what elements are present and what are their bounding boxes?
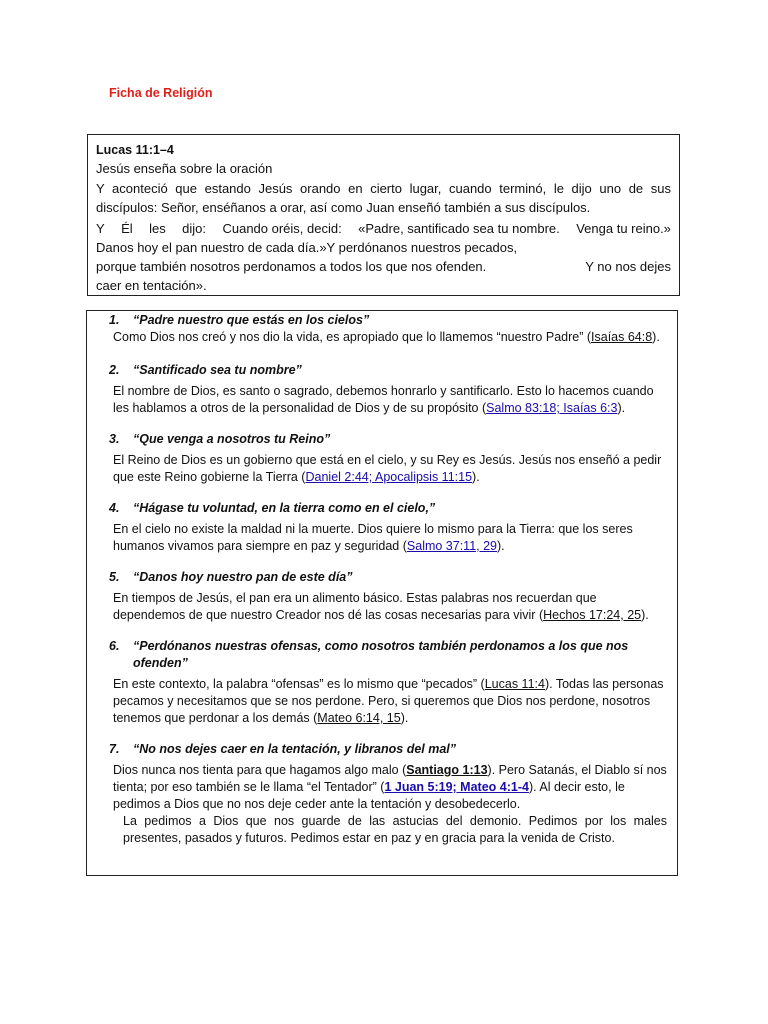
- prayer-item: [109, 638, 667, 727]
- passage-paragraph-2: [96, 219, 671, 295]
- scripture-link[interactable]: Daniel 2:44; Apocalipsis 11:15: [305, 470, 473, 484]
- scripture-link[interactable]: Salmo 83:18; Isaías 6:3: [486, 401, 618, 415]
- item-body: El Reino de Dios es un gobierno que está en el cielo, y su Rey es Jesús. Jesús nos enseñó a pedir que este Reino gobierne la Tierra (Daniel 2:44; Apocalipsis 11:15).: [113, 453, 662, 484]
- prayer-item: [109, 362, 667, 417]
- passage-line: Danos hoy el pan nuestro de cada día.»Y perdónanos nuestros pecados,: [96, 240, 518, 255]
- passage-line: Y Él les dijo: Cuando oréis, decid: «Padre, santificado sea tu nombre. Venga tu reino.»: [96, 221, 671, 236]
- item-heading: 4. “Hágase tu voluntad, en la tierra como en el cielo,”: [109, 501, 436, 515]
- scripture-reference[interactable]: Lucas 11:4: [484, 677, 545, 691]
- prayer-item: [109, 741, 667, 847]
- item-heading: 6. “Perdónanos nuestras ofensas, como nosotros también perdonamos a los que nos ofenden”: [109, 639, 629, 670]
- item-body: En el cielo no existe la maldad ni la muerte. Dios quiere lo mismo para la Tierra: que los seres humanos vivamos para siempre en paz y seguridad (Salmo 37:11, 29).: [113, 522, 633, 553]
- scripture-reference[interactable]: Mateo 6:14, 15: [317, 711, 401, 725]
- scripture-link[interactable]: Salmo 37:11, 29: [406, 539, 498, 553]
- scripture-reference[interactable]: Santiago 1:13: [406, 763, 488, 777]
- prayer-item: [109, 312, 667, 346]
- prayer-explanation-box: [86, 310, 678, 876]
- item-heading: 5. “Danos hoy nuestro pan de este día”: [109, 570, 353, 584]
- item-heading: 2. “Santificado sea tu nombre”: [109, 363, 302, 377]
- gospel-passage-box: [87, 134, 680, 296]
- prayer-item: [109, 569, 667, 624]
- item-body: Como Dios nos creó y nos dio la vida, es apropiado que lo llamemos “nuestro Padre” (Isaías 64:8).: [113, 330, 660, 344]
- item-body: En tiempos de Jesús, el pan era un alimento básico. Estas palabras nos recuerdan que dependemos de que nuestro Creador nos dé las cosas necesarias para vivir (Hechos 17:24, 25).: [113, 591, 649, 622]
- item-heading: 3. “Que venga a nosotros tu Reino”: [109, 432, 331, 446]
- passage-subtitle: Jesús enseña sobre la oración: [96, 161, 273, 176]
- item-body: Dios nunca nos tienta para que hagamos algo malo (Santiago 1:13). Pero Satanás, el Diablo sí nos tienta; por eso también se le llama “el Tentador” (1 Juan 5:19; Mateo 4:1-4). Al decir esto, le pedimos a Dios que no nos deje ceder ante la tentación y desobedecerlo.: [113, 763, 667, 811]
- item-heading: 7. “No nos dejes caer en la tentación, y libranos del mal”: [109, 742, 457, 756]
- item-body: En este contexto, la palabra “ofensas” es lo mismo que “pecados” (Lucas 11:4). Todas las personas pecamos y necesitamos que se nos perdone. Pero, si queremos que Dios nos perdone, nosotros tenemos que perdonar a los demás (Mateo 6:14, 15).: [113, 677, 664, 725]
- page-title: Ficha de Religión: [109, 86, 213, 100]
- item-body: El nombre de Dios, es santo o sagrado, debemos honrarlo y santificarlo. Esto lo hacemos cuando les hablamos a otros de la personalidad de Dios y de su propósito (Salmo 83:18; Isaías 6:3).: [113, 384, 654, 415]
- prayer-item: [109, 500, 667, 555]
- item-extra-paragraph: La pedimos a Dios que nos guarde de las astucias del demonio. Pedimos por los males presentes, pasados y futuros. Pedimos estar en paz y en gracia para la venida de Cristo.: [123, 814, 667, 845]
- scripture-reference[interactable]: Isaías 64:8: [591, 330, 653, 344]
- passage-paragraph-1: Y aconteció que estando Jesús orando en cierto lugar, cuando terminó, le dijo uno de sus discípulos: Señor, enséñanos a orar, así como Juan enseñó también a sus discípulos.: [96, 181, 671, 215]
- passage-line: porque también nosotros perdonamos a todos los que nos ofenden. Y no nos dejes: [96, 259, 671, 274]
- prayer-item: [109, 431, 667, 486]
- scripture-reference[interactable]: Hechos 17:24, 25: [543, 608, 642, 622]
- item-heading: 1. “Padre nuestro que estás en los cielos”: [109, 313, 370, 327]
- passage-line: caer en tentación».: [96, 278, 207, 293]
- passage-reference: Lucas 11:1–4: [96, 143, 174, 157]
- scripture-link[interactable]: 1 Juan 5:19; Mateo 4:1-4: [384, 780, 529, 794]
